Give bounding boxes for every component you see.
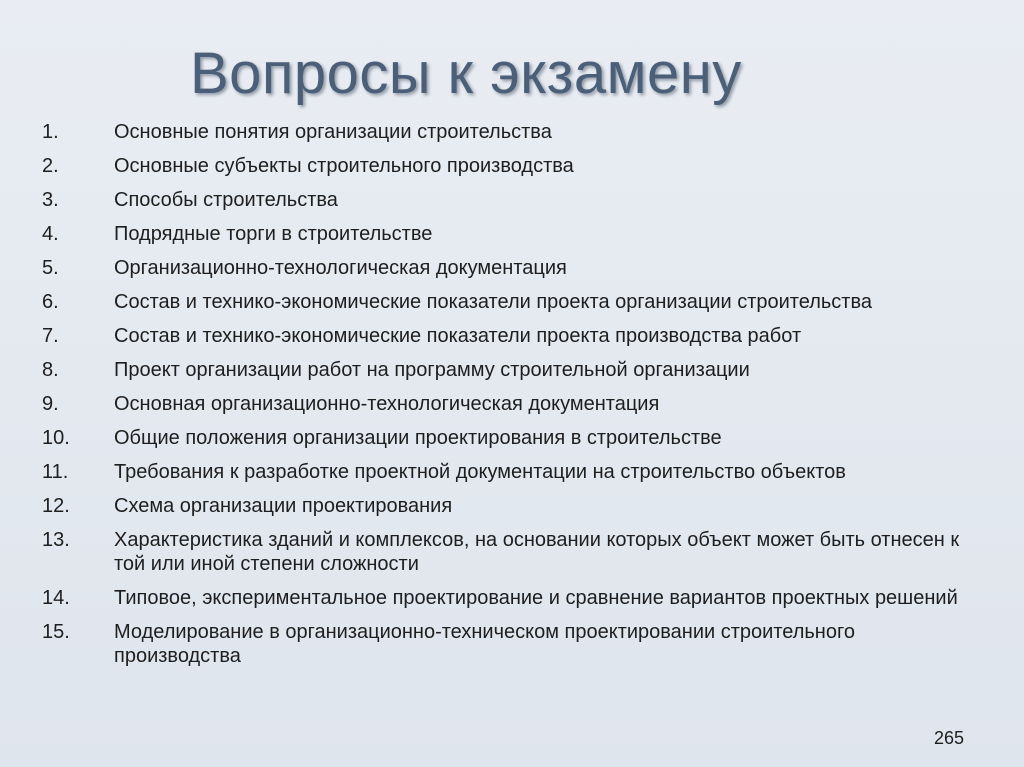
item-text: Организационно-технологическая документация: [114, 257, 567, 279]
exam-questions-list: [42, 120, 982, 678]
item-number: 4.: [42, 223, 59, 245]
item-text: Схема организации проектирования: [114, 495, 453, 517]
item-text: Подрядные торги в строительстве: [114, 223, 433, 245]
item-number: 10.: [42, 427, 70, 449]
slide-title: Вопросы к экзамену: [190, 41, 742, 106]
item-number: 1.: [42, 121, 59, 143]
item-number: 15.: [42, 621, 70, 643]
list-item: [42, 392, 982, 416]
item-number: 14.: [42, 587, 70, 609]
list-item: [42, 324, 982, 348]
item-text: Состав и технико-экономические показатели проекта организации строительства: [114, 291, 872, 313]
item-number: 5.: [42, 257, 59, 279]
item-number: 13.: [42, 529, 70, 551]
item-text: Основные субъекты строительного производства: [114, 155, 574, 177]
list-item: [42, 494, 982, 518]
item-text: Способы строительства: [114, 189, 338, 211]
list-item: [42, 222, 982, 246]
item-text: Состав и технико-экономические показатели проекта производства работ: [114, 325, 802, 347]
list-item: [42, 620, 982, 668]
item-number: 9.: [42, 393, 59, 415]
list-item: [42, 154, 982, 178]
item-text: Характеристика зданий и комплексов, на основании которых объект может быть отнесен к той или иной степени сложности: [114, 529, 960, 575]
list-item: [42, 426, 982, 450]
item-number: 2.: [42, 155, 59, 177]
item-number: 11.: [42, 461, 69, 483]
item-text: Типовое, экспериментальное проектирование и сравнение вариантов проектных решений: [114, 587, 958, 609]
list-item: [42, 256, 982, 280]
list-item: [42, 528, 982, 576]
list-item: [42, 290, 982, 314]
item-number: 12.: [42, 495, 70, 517]
item-text: Моделирование в организационно-техническом проектировании строительного производства: [114, 621, 855, 667]
item-text: Требования к разработке проектной документации на строительство объектов: [114, 461, 846, 483]
list-item: [42, 586, 982, 610]
item-text: Проект организации работ на программу строительной организации: [114, 359, 750, 381]
item-text: Основная организационно-технологическая документация: [114, 393, 660, 415]
item-number: 3.: [42, 189, 59, 211]
list-item: [42, 460, 982, 484]
item-number: 6.: [42, 291, 59, 313]
item-text: Основные понятия организации строительства: [114, 121, 552, 143]
item-text: Общие положения организации проектирования в строительстве: [114, 427, 722, 449]
list-item: [42, 120, 982, 144]
list-item: [42, 358, 982, 382]
list-item: [42, 188, 982, 212]
page-number: 265: [933, 728, 964, 748]
item-number: 7.: [42, 325, 59, 347]
item-number: 8.: [42, 359, 59, 381]
